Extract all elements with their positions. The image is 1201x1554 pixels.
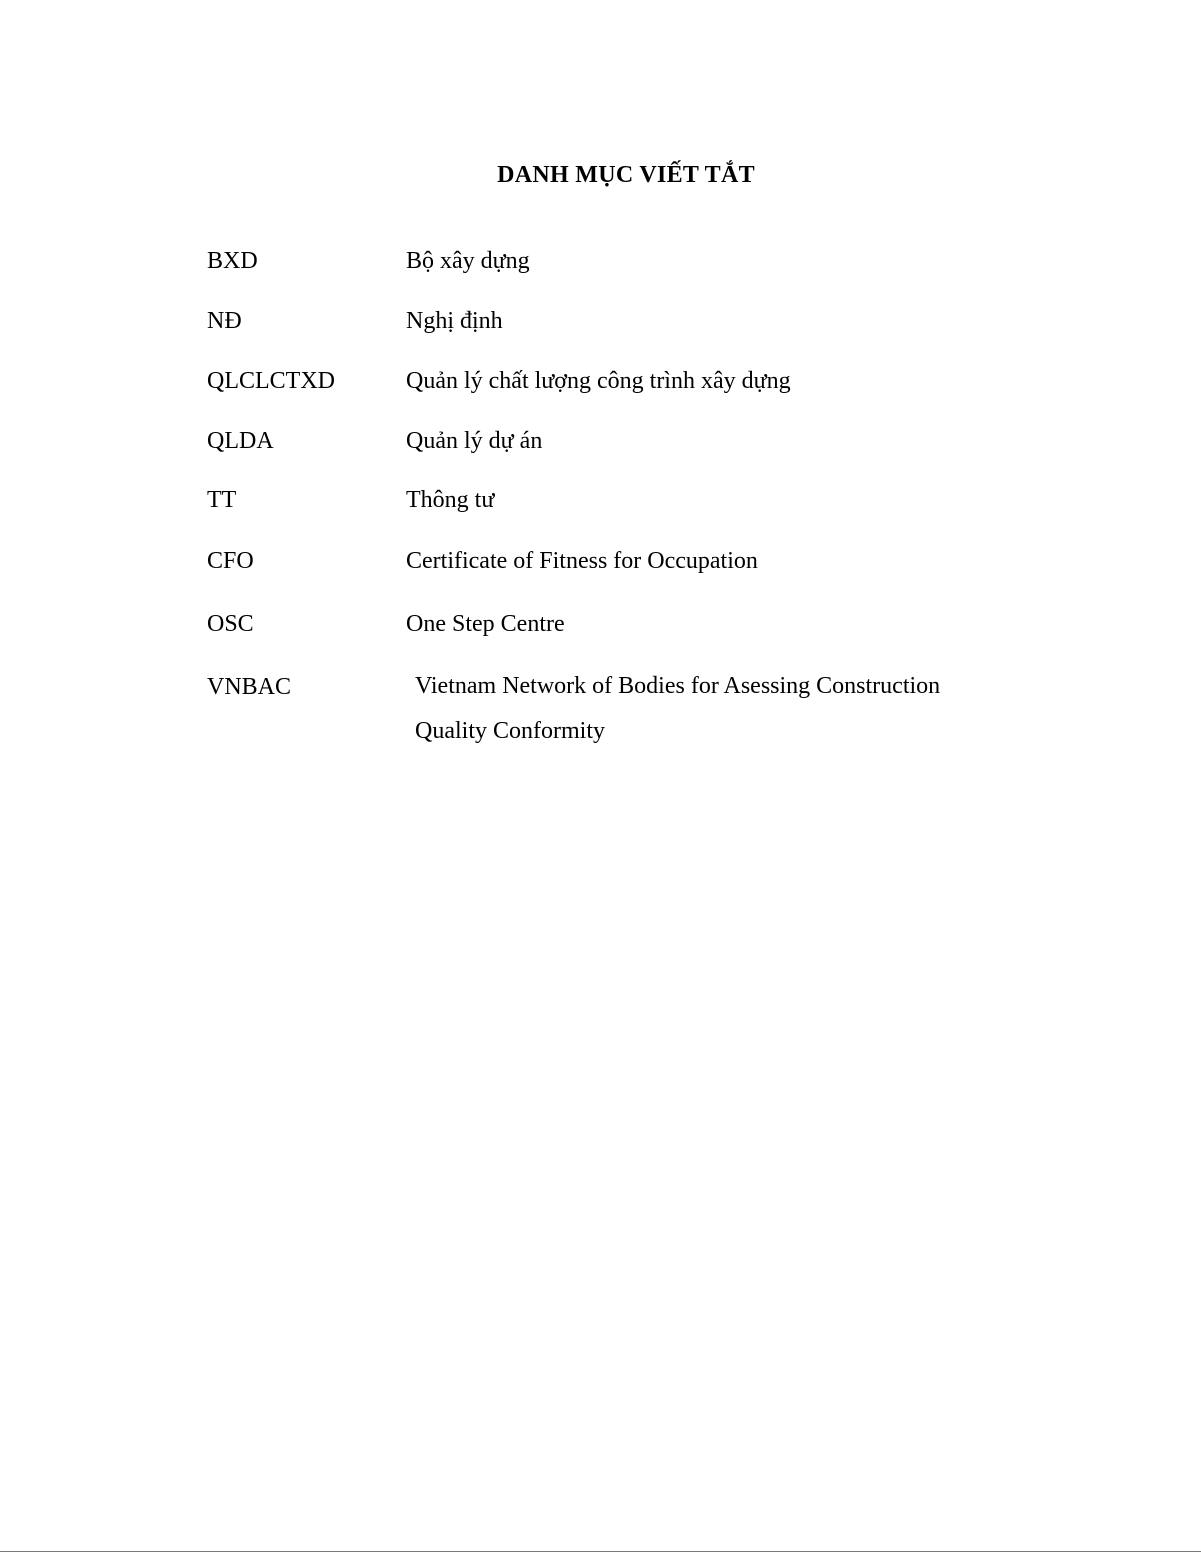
abbreviation-term: CFO [207,548,254,574]
abbreviation-meaning: One Step Centre [406,611,565,637]
abbreviation-meaning: Thông tư [406,487,495,513]
abbreviation-term: VNBAC [207,674,292,700]
abbreviation-meaning: Nghị định [406,308,503,334]
page-bottom-border [0,1551,1201,1552]
abbreviation-term: QLCLCTXD [207,368,335,394]
abbreviation-term: BXD [207,248,258,274]
abbreviation-meaning: Quản lý chất lượng công trình xây dựng [406,368,791,394]
abbreviation-meaning: Bộ xây dựng [406,248,530,274]
abbreviation-term: QLDA [207,428,274,454]
abbreviation-term: NĐ [207,308,242,334]
page-title: DANH MỤC VIẾT TẮT [497,162,755,188]
abbreviation-term: TT [207,487,237,513]
abbreviation-term: OSC [207,611,254,637]
abbreviation-meaning: Vietnam Network of Bodies for Asessing Construction Quality Conformity [415,673,941,744]
abbreviation-meaning: Certificate of Fitness for Occupation [406,548,758,574]
abbreviation-meaning: Quản lý dự án [406,428,543,454]
